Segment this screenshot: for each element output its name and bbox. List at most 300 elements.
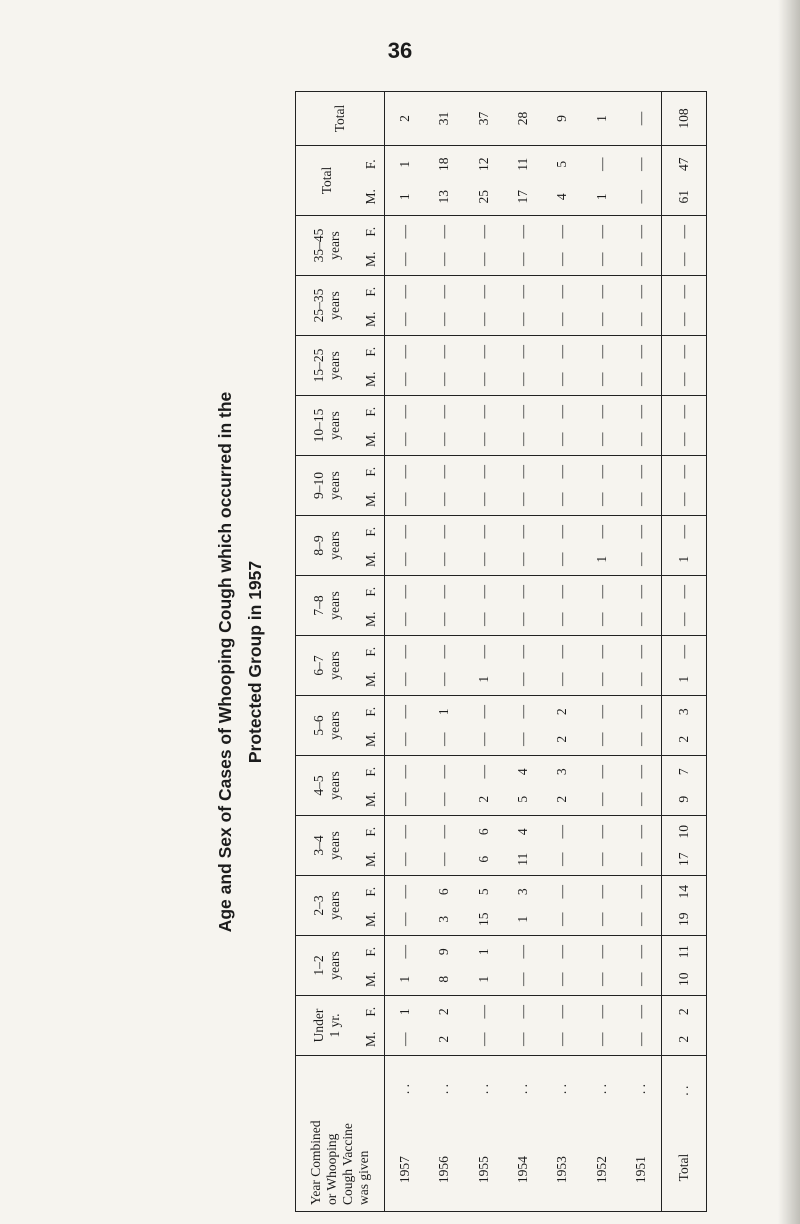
mf-pair: [633, 758, 649, 813]
age-sex-cell: [543, 636, 582, 696]
female-count: —: [676, 465, 692, 479]
female-count: 6: [436, 888, 452, 896]
age-sex-cell: [582, 456, 621, 516]
sex-subheader: [358, 996, 385, 1056]
age-sex-cell: [582, 576, 621, 636]
mf-pair: [594, 878, 610, 933]
mf-pair: [676, 458, 692, 513]
leader-dots: . .: [396, 1083, 412, 1095]
age-sex-cell: [385, 576, 425, 636]
age-group-header: [296, 576, 359, 636]
female-count: 2: [554, 708, 570, 716]
age-sex-cell: [582, 816, 621, 876]
age-sex-cell: [464, 756, 503, 816]
mf-pair: [594, 338, 610, 393]
row-year-cell: [424, 1056, 463, 1212]
female-count: —: [633, 225, 649, 239]
female-count: —: [396, 585, 412, 599]
age-sex-cell: [503, 516, 542, 576]
leader-dots: . .: [676, 1085, 692, 1096]
male-count: —: [676, 612, 692, 626]
leader-dots: . .: [436, 1083, 452, 1095]
female-count: —: [475, 525, 491, 539]
mf-pair: [476, 998, 492, 1053]
age-sex-cell: [662, 216, 707, 276]
female-count: —: [436, 645, 452, 659]
row-year-cell: [582, 1056, 621, 1212]
age-sex-cell: [464, 396, 503, 456]
female-count: —: [633, 645, 649, 659]
female-count: —: [593, 945, 609, 959]
female-count: 5: [475, 888, 491, 896]
sex-labels: [363, 758, 379, 813]
male-count: 3: [436, 915, 452, 923]
mf-pair: [594, 698, 610, 753]
female-count: —: [475, 1005, 491, 1019]
male-count: —: [633, 852, 649, 866]
female-count: —: [676, 285, 692, 299]
female-label: F.: [363, 586, 378, 597]
row-grand-total: 1: [582, 92, 621, 146]
male-count: 8: [436, 975, 452, 983]
male-count: 1: [593, 555, 609, 563]
mf-pair: [397, 998, 413, 1053]
female-count: 2: [436, 1008, 452, 1016]
male-count: —: [396, 792, 412, 806]
mf-pair: [676, 698, 692, 753]
age-group-unit: years: [327, 411, 342, 440]
age-sex-cell: [582, 876, 621, 936]
mf-pair: [515, 278, 531, 333]
row-grand-total: 28: [503, 92, 542, 146]
male-count: —: [633, 732, 649, 746]
male-count: —: [475, 492, 491, 506]
year-header-line: Year Combined: [308, 1120, 323, 1205]
female-count: 3: [554, 768, 570, 776]
male-count: —: [475, 372, 491, 386]
female-count: —: [676, 405, 692, 419]
leader-dots: . .: [554, 1083, 570, 1095]
female-count: —: [396, 645, 412, 659]
age-sex-cell: [385, 996, 425, 1056]
female-count: —: [475, 345, 491, 359]
male-label: M.: [363, 551, 378, 567]
age-sex-cell: [424, 816, 463, 876]
total-row: [662, 92, 707, 1212]
male-count: —: [436, 852, 452, 866]
male-count: —: [436, 372, 452, 386]
table-title: [210, 112, 276, 1212]
mf-pair: [633, 148, 649, 213]
mf-pair: [397, 638, 413, 693]
female-count: 9: [436, 948, 452, 956]
female-count: —: [554, 285, 570, 299]
female-count: —: [396, 885, 412, 899]
age-sex-cell: [464, 276, 503, 336]
mf-pair: [515, 878, 531, 933]
sex-labels: [363, 818, 379, 873]
age-sex-cell: [662, 146, 707, 216]
female-count: —: [475, 225, 491, 239]
mf-pair: [515, 218, 531, 273]
age-sex-cell: [464, 936, 503, 996]
mf-pair: [676, 218, 692, 273]
male-count: —: [633, 432, 649, 446]
mf-pair: [676, 998, 692, 1053]
mf-pair: [436, 398, 452, 453]
mf-pair: [476, 398, 492, 453]
male-count: 13: [436, 190, 452, 204]
mf-pair: [436, 278, 452, 333]
male-count: —: [593, 912, 609, 926]
female-count: —: [436, 765, 452, 779]
female-count: —: [396, 345, 412, 359]
male-count: —: [396, 912, 412, 926]
female-count: 1: [396, 160, 412, 168]
male-count: —: [554, 552, 570, 566]
mf-pair: [436, 938, 452, 993]
row-year: 1956: [436, 1156, 452, 1184]
sex-labels: [363, 998, 379, 1053]
mf-pair: [594, 818, 610, 873]
mf-pair: [594, 998, 610, 1053]
female-count: —: [396, 945, 412, 959]
mf-pair: [676, 818, 692, 873]
row-year: 1951: [633, 1156, 649, 1184]
age-sex-cell: [503, 696, 542, 756]
age-sex-cell: [424, 276, 463, 336]
mf-pair: [476, 218, 492, 273]
age-sex-cell: [503, 336, 542, 396]
row-grand-total: 9: [543, 92, 582, 146]
sex-labels: [363, 878, 379, 933]
age-sex-cell: [385, 936, 425, 996]
age-sex-cell: [543, 996, 582, 1056]
male-count: —: [515, 492, 531, 506]
sex-subheader: [358, 396, 385, 456]
female-label: F.: [363, 826, 378, 837]
age-sex-cell: [543, 456, 582, 516]
age-group-unit: years: [327, 531, 342, 560]
male-count: —: [593, 732, 609, 746]
row-year: 1954: [515, 1156, 531, 1184]
sex-labels: [363, 938, 379, 993]
mf-pair: [476, 458, 492, 513]
mf-pair: [554, 148, 570, 213]
female-count: 1: [436, 708, 452, 716]
age-sex-cell: [582, 336, 621, 396]
whooping-cough-table: [295, 91, 707, 1212]
age-sex-cell: [503, 996, 542, 1056]
male-count: 1: [676, 555, 692, 563]
female-count: 6: [475, 828, 491, 836]
mf-pair: [515, 518, 531, 573]
row-year-cell: [543, 1056, 582, 1212]
mf-pair: [554, 518, 570, 573]
mf-pair: [633, 638, 649, 693]
row-year-cell: [385, 1056, 425, 1212]
female-count: 11: [515, 157, 531, 171]
age-sex-cell: [464, 336, 503, 396]
sex-subheader: [358, 516, 385, 576]
female-label: F.: [363, 1006, 378, 1017]
age-sex-cell: [503, 936, 542, 996]
row-grand-total: 108: [662, 92, 707, 146]
age-sex-cell: [385, 516, 425, 576]
title-line-2: Protected Group in 1957: [245, 560, 265, 764]
female-count: —: [475, 465, 491, 479]
female-count: —: [475, 405, 491, 419]
age-sex-cell: [464, 816, 503, 876]
mf-pair: [554, 998, 570, 1053]
female-count: —: [475, 585, 491, 599]
sex-subheader: [358, 876, 385, 936]
female-count: 4: [515, 768, 531, 776]
age-group-range: 25–35: [311, 288, 326, 323]
mf-pair: [554, 458, 570, 513]
female-count: —: [676, 525, 692, 539]
age-sex-cell: [662, 696, 707, 756]
female-count: 2: [676, 1008, 692, 1016]
age-sex-cell: [622, 936, 662, 996]
male-label: M.: [363, 371, 378, 387]
mf-pair: [476, 578, 492, 633]
female-count: —: [554, 885, 570, 899]
mf-pair: [476, 878, 492, 933]
age-sex-cell: [543, 576, 582, 636]
mf-pair: [633, 698, 649, 753]
age-group-header: [296, 696, 359, 756]
male-count: —: [676, 252, 692, 266]
mf-pair: [436, 458, 452, 513]
female-count: —: [554, 825, 570, 839]
age-sex-cell: [464, 456, 503, 516]
female-count: —: [436, 825, 452, 839]
rotated-table-block: [210, 104, 710, 1212]
male-count: 1: [396, 193, 412, 201]
mf-pair: [676, 398, 692, 453]
age-sex-cell: [662, 636, 707, 696]
female-count: —: [396, 705, 412, 719]
male-count: —: [396, 672, 412, 686]
female-count: 47: [676, 157, 692, 171]
age-sex-cell: [582, 756, 621, 816]
female-count: —: [633, 465, 649, 479]
male-count: —: [633, 972, 649, 986]
mf-pair: [397, 338, 413, 393]
age-sex-cell: [385, 756, 425, 816]
age-sex-cell: [582, 216, 621, 276]
female-count: —: [475, 285, 491, 299]
male-count: —: [554, 372, 570, 386]
age-sex-cell: [464, 696, 503, 756]
mf-pair: [515, 578, 531, 633]
age-sex-cell: [503, 576, 542, 636]
mf-pair: [397, 698, 413, 753]
female-count: —: [633, 765, 649, 779]
female-count: —: [515, 705, 531, 719]
mf-pair: [397, 218, 413, 273]
male-count: —: [436, 312, 452, 326]
female-count: —: [554, 465, 570, 479]
male-count: —: [554, 612, 570, 626]
male-count: —: [676, 432, 692, 446]
male-count: —: [633, 492, 649, 506]
mf-pair: [476, 148, 492, 213]
age-sex-cell: [464, 216, 503, 276]
row-year-cell: [662, 1056, 707, 1212]
table-row: [622, 92, 662, 1212]
female-count: —: [554, 345, 570, 359]
sex-subheader: [358, 636, 385, 696]
female-count: —: [396, 225, 412, 239]
male-count: —: [436, 552, 452, 566]
male-count: —: [475, 252, 491, 266]
age-sex-cell: [543, 216, 582, 276]
age-sex-cell: [503, 396, 542, 456]
age-sex-cell: [662, 876, 707, 936]
age-sex-cell: [662, 576, 707, 636]
male-count: —: [554, 312, 570, 326]
mf-pair: [676, 278, 692, 333]
female-count: —: [396, 765, 412, 779]
row-year-cell: [622, 1056, 662, 1212]
male-count: —: [396, 312, 412, 326]
male-count: —: [633, 312, 649, 326]
sex-subheader: [358, 756, 385, 816]
female-count: —: [593, 765, 609, 779]
female-count: —: [593, 157, 609, 171]
row-year: 1957: [396, 1156, 412, 1184]
mf-pair: [436, 638, 452, 693]
age-sex-cell: [464, 636, 503, 696]
male-count: 17: [676, 852, 692, 866]
mf-pair: [397, 398, 413, 453]
female-count: —: [436, 285, 452, 299]
male-count: —: [593, 1032, 609, 1046]
mf-pair: [554, 338, 570, 393]
age-sex-cell: [385, 336, 425, 396]
age-sex-cell: [582, 396, 621, 456]
mf-pair: [476, 518, 492, 573]
female-count: —: [396, 285, 412, 299]
female-count: —: [593, 1005, 609, 1019]
mf-pair: [633, 878, 649, 933]
row-year: 1955: [475, 1156, 491, 1184]
mf-pair: [436, 578, 452, 633]
male-count: —: [515, 372, 531, 386]
mf-pair: [397, 458, 413, 513]
mf-pair: [515, 638, 531, 693]
age-sex-cell: [543, 276, 582, 336]
age-sex-cell: [582, 636, 621, 696]
age-group-range: 1–2: [311, 955, 326, 976]
age-sex-cell: [622, 576, 662, 636]
mf-pair: [554, 758, 570, 813]
female-count: —: [515, 585, 531, 599]
age-sex-cell: [424, 996, 463, 1056]
male-count: —: [676, 312, 692, 326]
male-count: 1: [676, 675, 692, 683]
female-count: —: [633, 885, 649, 899]
mf-pair: [476, 758, 492, 813]
female-count: —: [515, 945, 531, 959]
female-count: —: [554, 525, 570, 539]
female-count: —: [436, 465, 452, 479]
age-sex-cell: [424, 456, 463, 516]
sex-header-row: [358, 92, 385, 1212]
female-count: 10: [676, 825, 692, 839]
age-sex-cell: [464, 146, 503, 216]
leader-dots: . .: [475, 1083, 491, 1095]
age-sex-cell: [662, 936, 707, 996]
mf-pair: [594, 578, 610, 633]
male-label: M.: [363, 491, 378, 507]
male-count: 2: [475, 795, 491, 803]
mf-pair: [397, 758, 413, 813]
mf-pair: [594, 148, 610, 213]
row-year-cell: [464, 1056, 503, 1212]
mf-pair: [436, 338, 452, 393]
male-label: M.: [363, 731, 378, 747]
male-count: —: [554, 492, 570, 506]
mf-pair: [633, 278, 649, 333]
age-group-range: 15–25: [311, 348, 326, 383]
mf-pair: [476, 338, 492, 393]
male-count: —: [554, 912, 570, 926]
age-sex-cell: [582, 516, 621, 576]
male-label: M.: [363, 311, 378, 327]
mf-pair: [594, 218, 610, 273]
male-count: 2: [436, 1035, 452, 1043]
table-row: [385, 92, 425, 1212]
female-label: F.: [363, 286, 378, 297]
male-count: —: [396, 492, 412, 506]
male-count: 17: [515, 190, 531, 204]
age-group-header: [296, 516, 359, 576]
age-sex-cell: [424, 636, 463, 696]
age-sex-cell: [424, 696, 463, 756]
age-sex-cell: [622, 146, 662, 216]
female-label: F.: [363, 766, 378, 777]
male-count: —: [554, 1032, 570, 1046]
mf-pair: [515, 458, 531, 513]
male-count: —: [554, 972, 570, 986]
mf-pair: [476, 818, 492, 873]
table-row: [582, 92, 621, 1212]
mf-pair: [676, 578, 692, 633]
male-count: 61: [676, 190, 692, 204]
age-sex-cell: [543, 396, 582, 456]
age-sex-cell: [503, 636, 542, 696]
year-header-line: or Whooping: [324, 1133, 339, 1205]
mf-pair: [554, 218, 570, 273]
male-count: —: [396, 372, 412, 386]
male-count: —: [475, 1032, 491, 1046]
age-sex-cell: [622, 996, 662, 1056]
female-count: 18: [436, 157, 452, 171]
age-group-range: 8–9: [311, 535, 326, 556]
row-grand-total: 31: [424, 92, 463, 146]
male-label: M.: [363, 911, 378, 927]
male-count: —: [515, 732, 531, 746]
male-count: —: [396, 852, 412, 866]
age-sex-cell: [503, 456, 542, 516]
female-count: —: [475, 705, 491, 719]
female-count: —: [436, 585, 452, 599]
mf-pair: [676, 938, 692, 993]
mf-pair: [633, 938, 649, 993]
